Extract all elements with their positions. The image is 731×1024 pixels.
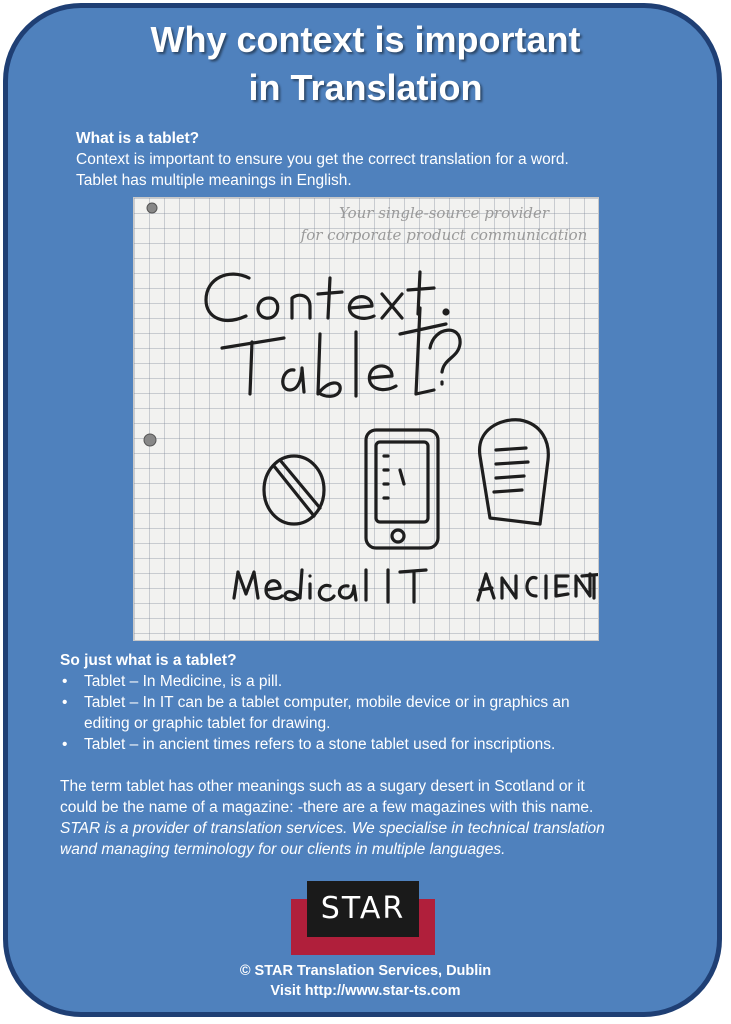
hand-e <box>349 297 374 319</box>
meanings-heading: So just what is a tablet? <box>60 652 237 669</box>
bullet-text: Tablet – In Medicine, is a pill. <box>84 673 283 690</box>
paragraph-line-1: The term tablet has other meanings such as a sugary desert in Scotland or it <box>60 778 585 795</box>
footer <box>0 961 731 1001</box>
handwritten-drawing <box>134 198 598 640</box>
hand-period <box>444 310 448 314</box>
label-ancient-drawing <box>478 574 598 600</box>
title-line-1: Why context is important <box>150 19 581 60</box>
stone-inscription-drawing <box>494 448 528 492</box>
stone-tablet-drawing <box>480 420 549 524</box>
hand-question <box>430 330 460 384</box>
hand-c <box>206 274 249 320</box>
photo-caption <box>294 202 594 246</box>
bullet-text-continued: editing or graphic tablet for drawing. <box>84 715 331 732</box>
intro-line-1: Context is important to ensure you get the correct translation for a word. <box>76 151 569 168</box>
photo-caption-line-1: Your single-source provider <box>338 204 550 222</box>
description-line-2: wand managing terminology for our clients in multiple languages. <box>60 841 506 858</box>
meanings-section <box>60 650 680 860</box>
footer-website[interactable]: Visit http://www.star-ts.com <box>270 983 461 999</box>
description-line-1: STAR is a provider of translation services. We specialise in technical translation <box>60 820 605 837</box>
list-item <box>60 671 680 692</box>
list-item <box>60 692 680 734</box>
hand-x <box>382 294 402 318</box>
bullet-icon: • <box>62 736 68 753</box>
hand-t1 <box>318 278 342 318</box>
bullet-icon: • <box>62 694 68 711</box>
intro-line-2: Tablet has multiple meanings in English. <box>76 172 352 189</box>
bullet-text: Tablet – In IT can be a tablet computer, mobile device or in graphics an <box>84 694 570 711</box>
tablet-icons-drawing <box>384 456 404 498</box>
page-title <box>0 16 731 112</box>
intro-section <box>76 128 676 191</box>
hand-t3 <box>400 308 446 394</box>
paragraph-line-2: could be the name of a magazine: -there are a few magazines with this name. <box>60 799 594 816</box>
label-it-drawing <box>388 570 426 602</box>
pill-line <box>274 460 320 516</box>
label-medical-drawing <box>234 570 366 600</box>
hand-b <box>318 334 340 396</box>
hand-a <box>283 368 304 392</box>
binder-hole-top <box>147 203 157 213</box>
title-line-2: in Translation <box>248 67 483 108</box>
meanings-list <box>60 671 680 755</box>
footer-copyright: © STAR Translation Services, Dublin <box>239 963 492 979</box>
hand-big-t <box>222 338 284 394</box>
hand-o <box>258 298 278 318</box>
binder-hole-middle <box>144 434 156 446</box>
logo-text: STAR <box>320 891 406 926</box>
star-description <box>60 818 680 860</box>
hand-n <box>292 295 310 318</box>
hand-e2 <box>369 366 396 390</box>
other-meanings-paragraph <box>60 776 680 818</box>
tablet-button-drawing <box>392 530 404 542</box>
bullet-text: Tablet – in ancient times refers to a stone tablet used for inscriptions. <box>84 736 556 753</box>
star-logo <box>291 881 435 955</box>
intro-heading: What is a tablet? <box>76 130 200 147</box>
bullet-icon: • <box>62 673 68 690</box>
list-item <box>60 734 680 755</box>
photo-caption-line-2: for corporate product communication <box>300 226 588 244</box>
context-tablet-photo <box>134 198 598 640</box>
